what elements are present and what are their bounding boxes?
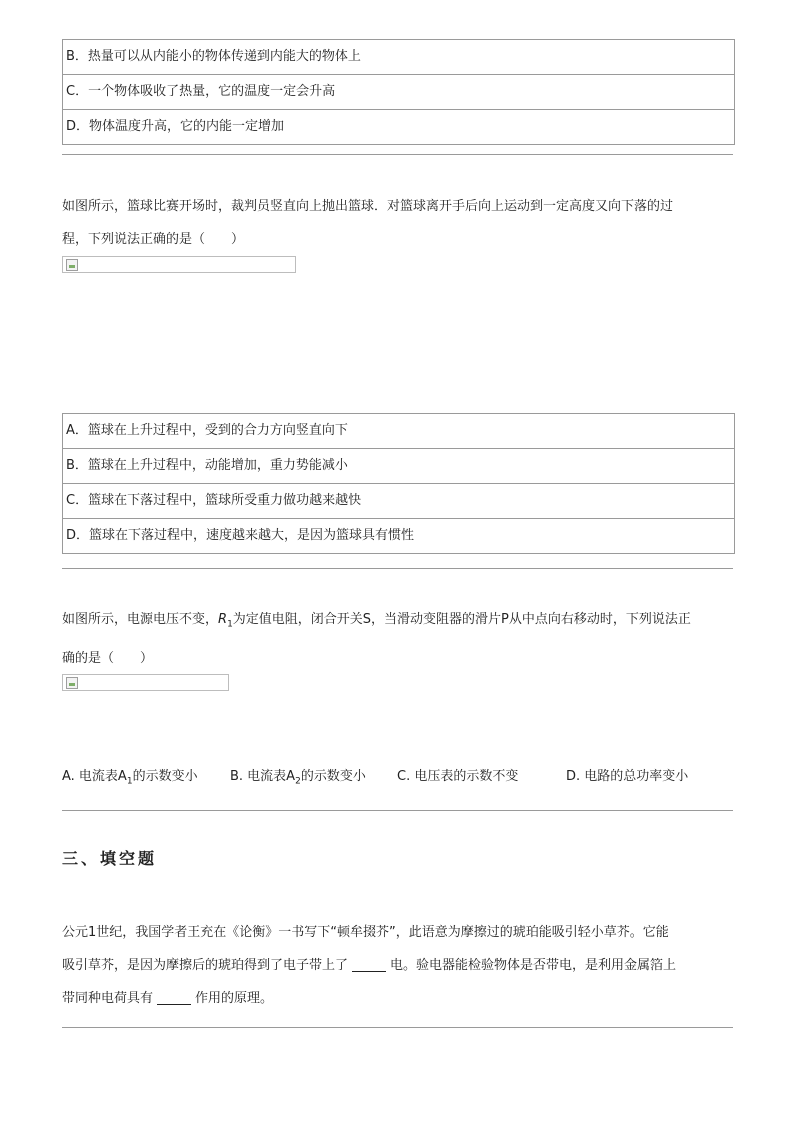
q3-option-a-sub: 1 (126, 776, 133, 787)
q2-option-d[interactable]: D．篮球在下落过程中，速度越来越大，是因为篮球具有惯性 (63, 518, 734, 553)
q1-option-d[interactable]: D．物体温度升高，它的内能一定增加 (63, 109, 734, 144)
divider (62, 568, 733, 569)
q3-stem-line2: 确的是（ ） (62, 650, 154, 666)
divider (62, 810, 733, 811)
answer-blank-1[interactable] (352, 957, 386, 972)
q3-option-a-text-post: 的示数变小 (132, 769, 198, 784)
q1-options-box (62, 39, 735, 145)
broken-image-icon (66, 677, 78, 689)
q3-stem-pre: 如图所示，电源电压不变， (62, 612, 219, 627)
q3-option-c[interactable]: C. 电压表的示数不变 (397, 769, 519, 784)
q4-line2-pre: 吸引草芥，是因为摩擦后的琥珀得到了电子带上了 (62, 958, 349, 973)
divider (62, 154, 733, 155)
q3-broken-image (62, 674, 229, 691)
q3-option-b[interactable] (230, 765, 366, 787)
q3-stem-post: 为定值电阻，闭合开关S，当滑动变阻器的滑片P从中点向右移动时，下列说法正 (232, 612, 691, 627)
q3-option-a[interactable] (62, 765, 198, 787)
q3-option-b-sub: 2 (295, 776, 301, 787)
q1-option-c[interactable]: C．一个物体吸收了热量，它的温度一定会升高 (63, 74, 734, 109)
q3-option-d[interactable]: D. 电路的总功率变小 (566, 769, 689, 784)
q2-stem (62, 190, 738, 256)
q2-options-box (62, 413, 735, 554)
q4-stem (62, 916, 738, 1015)
r1-symbol: R (218, 612, 228, 627)
q3-options (62, 765, 742, 785)
section-title: 三、填空题 (62, 849, 158, 868)
q4-line3-post: 作用的原理。 (195, 991, 274, 1006)
broken-image-icon (66, 259, 78, 271)
q3-option-b-text-post: 的示数变小 (300, 769, 366, 784)
q1-option-b[interactable]: B．热量可以从内能小的物体传递到内能大的物体上 (66, 49, 361, 64)
q2-option-b[interactable]: B．篮球在上升过程中，动能增加，重力势能减小 (63, 448, 734, 483)
q2-option-c[interactable]: C．篮球在下落过程中，篮球所受重力做功越来越快 (63, 483, 734, 518)
q4-line1: 公元1世纪，我国学者王充在《论衡》一书写下“顿牟掇芥”，此语意为摩擦过的琥珀能吸引轻小草芥。它能 (62, 925, 669, 940)
answer-blank-2[interactable] (157, 990, 191, 1005)
q2-stem-line1: 如图所示，篮球比赛开场时，裁判员竖直向上抛出篮球．对篮球离开手后向上运动到一定高度又向下落的过 (62, 199, 674, 214)
q3-option-a-text: A. 电流表A (62, 769, 127, 784)
r1-subscript: 1 (227, 619, 233, 630)
q2-broken-image (62, 256, 296, 273)
q3-option-b-text: B. 电流表A (230, 769, 296, 784)
q2-option-a[interactable]: A．篮球在上升过程中，受到的合力方向竖直向下 (66, 423, 348, 438)
divider (62, 1027, 733, 1028)
q4-line3-pre: 带同种电荷具有 (62, 991, 154, 1006)
q4-line2-post: 电。验电器能检验物体是否带电，是利用金属箔上 (390, 958, 677, 973)
q3-stem (62, 603, 738, 675)
q2-stem-line2: 程，下列说法正确的是（ ） (62, 232, 245, 247)
